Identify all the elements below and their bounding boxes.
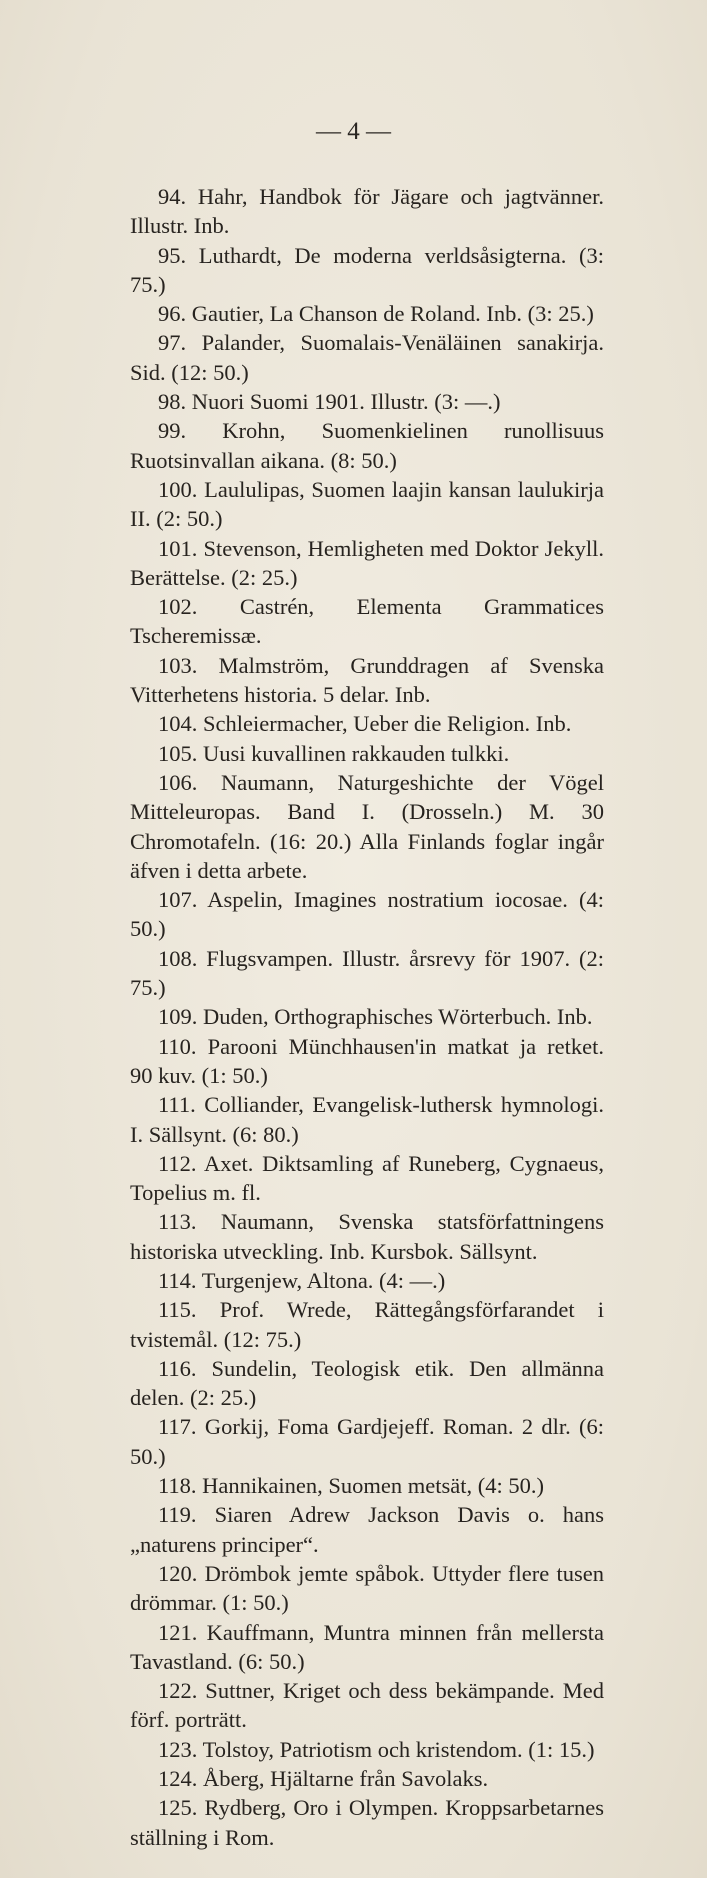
catalog-entry: 113. Naumann, Svenska statsförfattningens historiska utveckling. Inb. Kursbok. Sällsynt. [130,1209,604,1264]
catalog-entry: 121. Kauffmann, Muntra minnen från mellersta Tavastland. (6: 50.) [130,1619,604,1674]
catalog-entry: 99. Krohn, Suomenkielinen runollisuus Ruotsinvallan aikana. (8: 50.) [130,418,604,473]
catalog-entry: 119. Siaren Adrew Jackson Davis o. hans „naturens principer“. [130,1502,604,1557]
catalog-entry: 102. Castrén, Elementa Grammatices Tscheremissæ. [130,594,604,649]
catalog-entry: 98. Nuori Suomi 1901. Illustr. (3: —.) [158,389,501,415]
catalog-entry: 110. Parooni Münchhausen'in matkat ja retket. 90 kuv. (1: 50.) [130,1033,604,1088]
catalog-entry: 96. Gautier, La Chanson de Roland. Inb. (3: 25.) [158,301,594,327]
catalog-entry: 125. Rydberg, Oro i Olympen. Kroppsarbetarnes ställning i Rom. [130,1795,604,1850]
catalog-entry: 116. Sundelin, Teologisk etik. Den allmänna delen. (2: 25.) [130,1355,604,1411]
catalog-entry: 109. Duden, Orthographisches Wörterbuch. Inb. [158,1004,593,1030]
catalog-entry: 112. Axet. Diktsamling af Runeberg, Cygnaeus, Topelius m. fl. [130,1150,604,1206]
catalog-entry: 124. Åberg, Hjältarne från Savolaks. [158,1766,489,1792]
catalog-entry: 120. Drömbok jemte spåbok. Uttyder flere tusen drömmar. (1: 50.) [130,1560,604,1616]
catalog-entry: 123. Tolstoy, Patriotism och kristendom. (1: 15.) [158,1736,595,1762]
catalog-entry: 105. Uusi kuvallinen rakkauden tulkki. [158,740,510,766]
catalog-entry: 117. Gorkij, Foma Gardjejeff. Roman. 2 dlr. (6: 50.) [130,1414,604,1469]
catalog-entry: 115. Prof. Wrede, Rättegångsförfarandet i tvistemål. (12: 75.) [130,1297,604,1352]
catalog-entry: 118. Hannikainen, Suomen metsät, (4: 50.) [158,1473,544,1499]
catalog-entry: 103. Malmström, Grunddragen af Svenska Vitterhetens historia. 5 delar. Inb. [130,652,604,708]
catalog-entry: 107. Aspelin, Imagines nostratium iocosae. (4: 50.) [130,887,604,942]
catalog-entries [130,182,604,1852]
catalog-entry: 104. Schleiermacher, Ueber die Religion. Inb. [158,711,572,737]
catalog-entry: 108. Flugsvampen. Illustr. årsrevy för 1907. (2: 75.) [130,945,604,1001]
catalog-entry: 101. Stevenson, Hemligheten med Doktor Jekyll. Berättelse. (2: 25.) [130,535,604,590]
catalog-entry: 122. Suttner, Kriget och dess bekämpande. Med förf. porträtt. [130,1678,604,1733]
catalog-entry: 95. Luthardt, De moderna verldsåsigterna. (3: 75.) [130,242,604,297]
catalog-entry: 97. Palander, Suomalais-Venäläinen sanakirja. Sid. (12: 50.) [130,330,604,385]
catalog-entry: 111. Colliander, Evangelisk-luthersk hymnologi. I. Sällsynt. (6: 80.) [130,1092,604,1147]
catalog-entry: 94. Hahr, Handbok för Jägare och jagtvänner. Illustr. Inb. [130,184,604,239]
catalog-entry: 100. Laululipas, Suomen laajin kansan laulukirja II. (2: 50.) [130,476,604,532]
page-number: — 4 — [316,118,391,145]
catalog-entry: 114. Turgenjew, Altona. (4: —.) [158,1267,446,1293]
catalog-entry: 106. Naumann, Naturgeshichte der Vögel Mitteleuropas. Band I. (Drosseln.) M. 30 Chromotafeln. (16: 20.) Alla Finlands foglar ingår äfven i detta arbete. [130,769,604,883]
